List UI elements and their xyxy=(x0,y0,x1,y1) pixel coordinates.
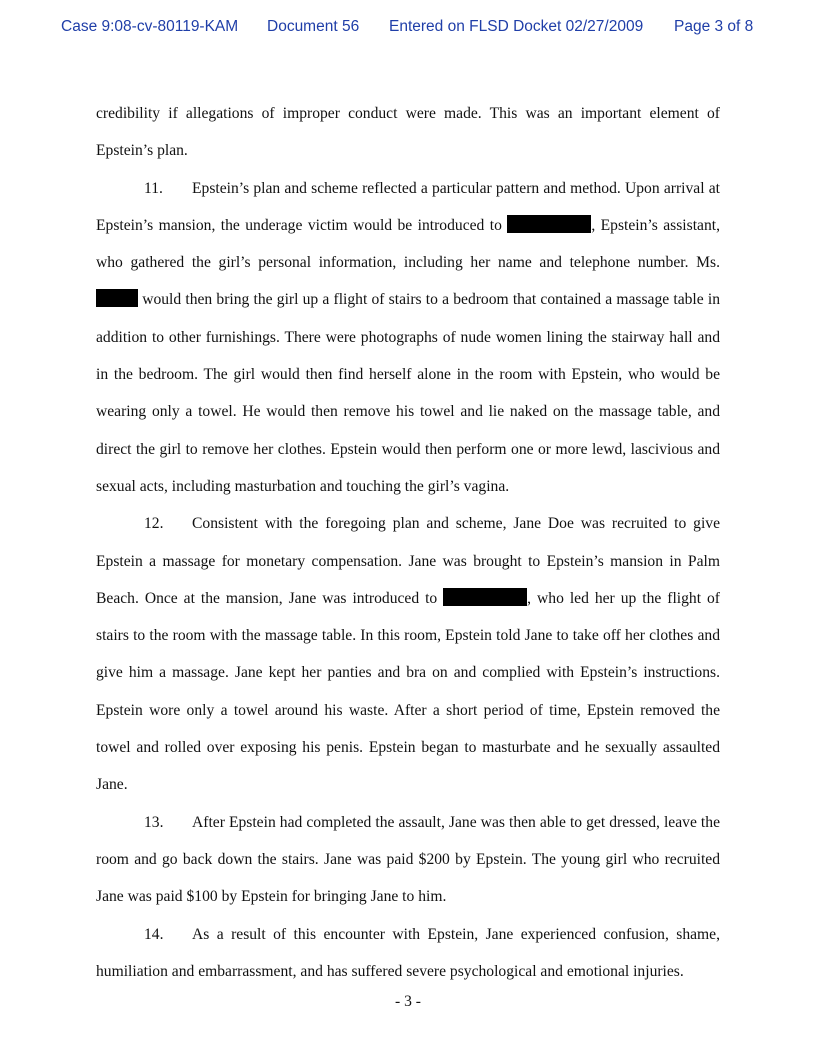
paragraph-text: After Epstein had completed the assault, Jane was then able to get dressed, leave the room and go back down the stairs. Jane was paid $200 by Epstein. The young girl who recruited Jane was paid $100 by Epstein for bringing Jane to him. xyxy=(96,813,720,906)
document-body xyxy=(96,95,720,990)
paragraph-text: would then bring the girl up a flight of stairs to a bedroom that contained a massage table in addition to other furnishings. There were photographs of nude women lining the stairway hall and in the bedroom. The girl would then find herself alone in the room with Epstein, who would be wearing only a towel. He would then remove his towel and lie naked on the massage table, and direct the girl to remove her clothes. Epstein would then perform one or more lewd, lascivious and sexual acts, including masturbation and touching the girl’s vagina. xyxy=(96,291,720,495)
redaction-box xyxy=(443,588,527,606)
paragraph-text: , Epstein’s assistant, who gathered the girl’s personal information, including her name and telephone number. Ms. xyxy=(96,216,720,272)
paragraph-number: 11. xyxy=(144,179,163,197)
paragraph-11 xyxy=(96,170,720,506)
paragraph-text: Epstein’s plan and scheme reflected a particular pattern and method. Upon arrival at Epstein’s mansion, the underage victim would be introduced to xyxy=(96,179,720,234)
docket-entry-date: Entered on FLSD Docket 02/27/2009 xyxy=(389,18,644,35)
redaction-box xyxy=(507,215,591,233)
document-number: Document 56 xyxy=(267,18,360,35)
paragraph-text: Consistent with the foregoing plan and scheme, Jane Doe was recruited to give Epstein a massage for monetary compensation. Jane was brought to Epstein’s mansion in Palm Beach. Once at the mansion, Jane was introduced to xyxy=(96,515,720,607)
paragraph-14 xyxy=(96,916,720,991)
paragraph-number: 13. xyxy=(144,813,164,831)
case-number: Case 9:08-cv-80119-KAM xyxy=(61,18,239,35)
paragraph-number: 14. xyxy=(144,925,164,943)
paragraph-12 xyxy=(96,505,720,803)
paragraph-text: , who led her up the flight of stairs to the room with the massage table. In this room, Epstein told Jane to take off her clothes and give him a massage. Jane kept her panties and bra on and complied with Epstein’s instructions. Epstein wore only a towel around his waste. After a short period of time, Epstein removed the towel and rolled over exposing his penis. Epstein began to masturbate and he sexually assaulted Jane. xyxy=(96,589,720,794)
paragraph-text: As a result of this encounter with Epstein, Jane experienced confusion, shame, humiliation and embarrassment, and has suffered severe psychological and emotional injuries. xyxy=(96,925,720,980)
paragraph-number: 12. xyxy=(144,515,164,533)
paragraph-13 xyxy=(96,804,720,916)
page-count: Page 3 of 8 xyxy=(674,18,754,35)
page-number: - 3 - xyxy=(395,993,421,1010)
paragraph-continued: credibility if allegations of improper conduct were made. This was an important element of Epstein’s plan. xyxy=(96,105,720,160)
docket-header xyxy=(0,18,816,38)
redaction-box xyxy=(96,289,138,307)
